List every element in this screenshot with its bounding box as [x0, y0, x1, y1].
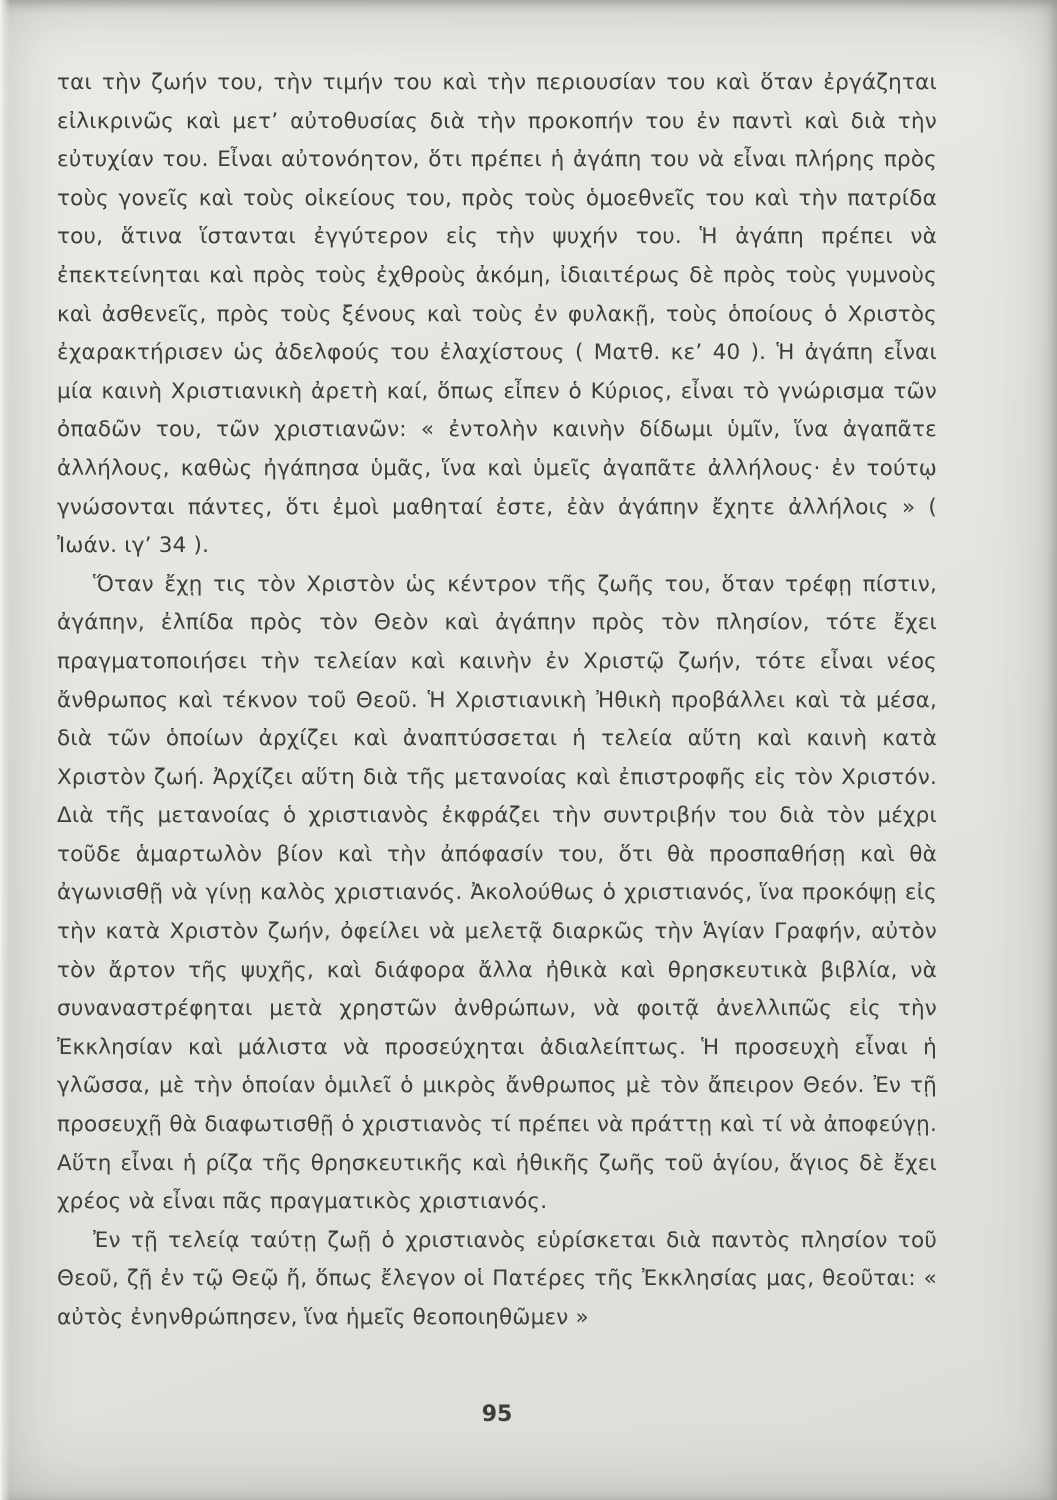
body-paragraph: Ἐν τῇ τελείᾳ ταύτῃ ζωῇ ὁ χριστιανὸς εὑρίσκεται διὰ παντὸς πλησίον τοῦ Θεοῦ, ζῇ ἐν τῷ Θεῷ ἤ, ὅπως ἔλεγον οἱ Πατέρες τῆς Ἐκκλησίας μας, θεοῦται: « αὐτὸς ἐνηνθρώπησεν, ἵνα ἡμεῖς θεοποιηθῶμεν » — [57, 1227, 937, 1330]
body-paragraph: ται τὴν ζωήν του, τὴν τιμήν του καὶ τὴν περιουσίαν του καὶ ὅταν ἐργάζηται εἰλικρινῶς καὶ μετ’ αὐτοθυσίας διὰ τὴν προκοπήν του ἐν παντὶ καὶ διὰ τὴν εὐτυχίαν του. Εἶναι αὐτονόητον, ὅτι πρέπει ἡ ἀγάπη του νὰ εἶναι πλήρης πρὸς τοὺς γονεῖς καὶ τοὺς οἰκείους του, πρὸς τοὺς ὁμοεθνεῖς του καὶ τὴν πατρίδα του, ἅτινα ἵστανται ἐγγύτερον εἰς τὴν ψυχήν του. Ἡ ἀγάπη πρέπει νὰ ἐπεκτείνηται καὶ πρὸς τοὺς ἐχθροὺς ἀκόμη, ἰδιαιτέρως δὲ πρὸς τοὺς γυμνοὺς καὶ ἀσθενεῖς, πρὸς τοὺς ξένους καὶ τοὺς ἐν φυλακῇ, τοὺς ὁποίους ὁ Χριστὸς ἐχαρακτήρισεν ὡς ἀδελφούς του ἐλαχίστους ( Ματθ. κε’ 40 ). Ἡ ἀγάπη εἶναι μία καινὴ Χριστιανικὴ ἀρετὴ καί, ὅπως εἶπεν ὁ Κύριος, εἶναι τὸ γνώρισμα τῶν ὀπαδῶν του, τῶν χριστιανῶν: « ἐντολὴν καινὴν δίδωμι ὑμῖν, ἵνα ἀγαπᾶτε ἀλλήλους, καθὼς ἠγάπησα ὑμᾶς, ἵνα καὶ ὑμεῖς ἀγαπᾶτε ἀλλήλους· ἐν τούτῳ γνώσονται πάντες, ὅτι ἐμοὶ μαθηταί ἐστε, ἐὰν ἀγάπην ἔχητε ἀλλήλοις » ( Ἰωάν. ιγ’ 34 ). — [57, 70, 937, 559]
page-text-block — [57, 64, 937, 1338]
body-paragraph: Ὅταν ἔχῃ τις τὸν Χριστὸν ὡς κέντρον τῆς ζωῆς του, ὅταν τρέφῃ πίστιν, ἀγάπην, ἐλπίδα πρὸς τὸν Θεὸν καὶ ἀγάπην πρὸς τὸν πλησίον, τότε ἔχει πραγματοποιήσει τὴν τελείαν καὶ καινὴν ἐν Χριστῷ ζωήν, τότε εἶναι νέος ἄνθρωπος καὶ τέκνον τοῦ Θεοῦ. Ἡ Χριστιανικὴ Ἠθικὴ προβάλλει καὶ τὰ μέσα, διὰ τῶν ὁποίων ἀρχίζει καὶ ἀναπτύσσεται ἡ τελεία αὕτη καὶ καινὴ κατὰ Χριστὸν ζωή. Ἀρχίζει αὕτη διὰ τῆς μετανοίας καὶ ἐπιστροφῆς εἰς τὸν Χριστόν. Διὰ τῆς μετανοίας ὁ χριστιανὸς ἐκφράζει τὴν συντριβήν του διὰ τὸν μέχρι τοῦδε ἁμαρτωλὸν βίον καὶ τὴν ἀπόφασίν του, ὅτι θὰ προσπαθήσῃ καὶ θὰ ἀγωνισθῇ νὰ γίνῃ καλὸς χριστιανός. Ἀκολούθως ὁ χριστιανός, ἵνα προκόψῃ εἰς τὴν κατὰ Χριστὸν ζωήν, ὀφείλει νὰ μελετᾷ διαρκῶς τὴν Ἁγίαν Γραφήν, αὐτὸν τὸν ἄρτον τῆς ψυχῆς, καὶ διάφορα ἄλλα ἠθικὰ καὶ θρησκευτικὰ βιβλία, νὰ συναναστρέφηται μετὰ χρηστῶν ἀνθρώπων, νὰ φοιτᾷ ἀνελλιπῶς εἰς τὴν Ἐκκλησίαν καὶ μάλιστα νὰ προσεύχηται ἀδιαλείπτως. Ἡ προσευχὴ εἶναι ἡ γλῶσσα, μὲ τὴν ὁποίαν ὁμιλεῖ ὁ μικρὸς ἄνθρωπος μὲ τὸν ἄπειρον Θεόν. Ἐν τῇ προσευχῇ θὰ διαφωτισθῇ ὁ χριστιανὸς τί πρέπει νὰ πράττῃ καὶ τί νὰ ἀποφεύγῃ. Αὕτη εἶναι ἡ ρίζα τῆς θρησκευτικῆς καὶ ἠθικῆς ζωῆς τοῦ ἁγίου, ἅγιος δὲ ἔχει χρέος νὰ εἶναι πᾶς πραγματικὸς χριστιανός. — [57, 571, 937, 1215]
page-number: 95 — [481, 1402, 513, 1427]
